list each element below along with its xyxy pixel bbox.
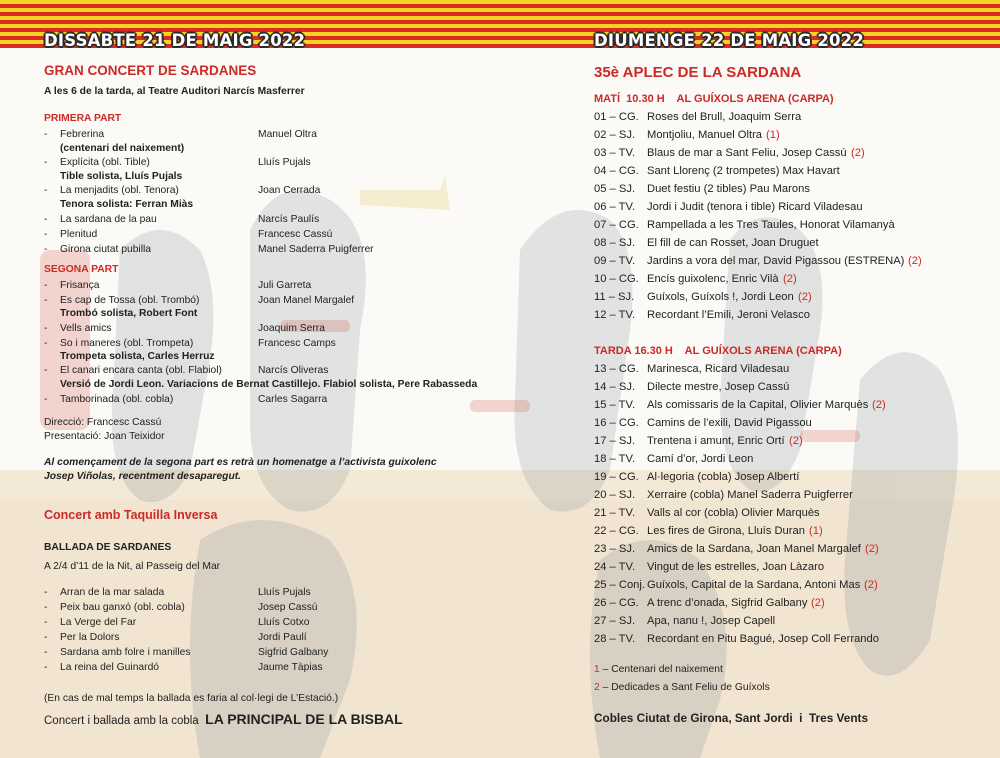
ballada-title: BALLADA DE SARDANES — [44, 542, 172, 553]
right-column — [594, 0, 994, 758]
footnote-marker: (2) — [811, 597, 825, 609]
program-number: 25 – Conj. — [594, 579, 645, 591]
program-number: 20 – SJ. — [594, 489, 636, 501]
program-number: 27 – SJ. — [594, 615, 636, 627]
list-item-note: (centenari del naixement) — [60, 143, 185, 154]
part2-label: SEGONA PART — [44, 264, 119, 275]
program-title: Amics de la Sardana, Joan Manel Margalef — [647, 543, 861, 555]
homage-note-line2: Josep Viñolas, recentment desaparegut. — [44, 471, 242, 482]
program-title: Blaus de mar a Sant Feliu, Josep Cassú — [647, 147, 847, 159]
program-number: 06 – TV. — [594, 201, 636, 213]
cobla-prefix: Concert i ballada amb la cobla — [44, 715, 199, 727]
sunday-date-header: DIUMENGE 22 DE MAIG 2022 — [594, 31, 865, 50]
legend-item-2 — [594, 682, 770, 693]
footnote-marker: (2) — [872, 399, 886, 411]
program-title: Als comissaris de la Capital, Olivier Marquès — [647, 399, 869, 411]
program-title: Jardins a vora del mar, David Pigassou (ESTRENA) — [647, 255, 905, 267]
legend-marker: 1 — [594, 664, 600, 675]
program-title: Marinesca, Ricard Viladesau — [647, 363, 790, 375]
program-title: Rampellada a les Tres Taules, Honorat Vilamanyà — [647, 219, 895, 231]
legend-text: – Dedicades a Sant Feliu de Guíxols — [602, 682, 770, 693]
program-title: Vingut de les estrelles, Joan Làzaro — [647, 561, 825, 573]
program-title: Camins de l’exili, David Pigassou — [647, 417, 812, 429]
program-number: 12 – TV. — [594, 309, 636, 321]
program-title: Al·legoria (cobla) Josep Albertí — [647, 471, 800, 483]
concert-title: GRAN CONCERT DE SARDANES — [44, 63, 257, 78]
program-title: Trentena i amunt, Enric Ortí — [647, 435, 785, 447]
program-number: 24 – TV. — [594, 561, 636, 573]
program-number: 11 – SJ. — [594, 291, 635, 303]
bad-weather-note: (En cas de mal temps la ballada es faria al col·legi de L’Estació.) — [44, 693, 339, 704]
program-number: 01 – CG. — [594, 111, 639, 123]
legend-marker: 2 — [594, 682, 600, 693]
footnote-marker: (2) — [789, 435, 803, 447]
program-number: 14 – SJ. — [594, 381, 636, 393]
list-item-note: Tenora solista: Ferran Miàs — [60, 199, 194, 210]
footnote-marker: (1) — [809, 525, 823, 537]
program-number: 28 – TV. — [594, 633, 636, 645]
footnote-marker: (2) — [798, 291, 812, 303]
program-number: 05 – SJ. — [594, 183, 636, 195]
footnote-marker: (2) — [865, 543, 879, 555]
program-title: Montjoliu, Manuel Oltra — [647, 129, 763, 141]
list-item-note: Trombó solista, Robert Font — [60, 308, 198, 319]
aplec-title: 35è APLEC DE LA SARDANA — [594, 64, 802, 81]
program-title: Guíxols, Capital de la Sardana, Antoni Mas — [647, 579, 861, 591]
program-title: Valls al cor (cobla) Olivier Marquès — [647, 507, 820, 519]
footnote-marker: (2) — [851, 147, 865, 159]
program-number: 19 – CG. — [594, 471, 639, 483]
legend-item-1 — [594, 664, 723, 675]
program-title: Les fires de Girona, Lluís Duran — [647, 525, 805, 537]
part1-label: PRIMERA PART — [44, 113, 122, 124]
list-item-note: Trompeta solista, Carles Herruz — [60, 351, 215, 362]
program-number: 07 – CG. — [594, 219, 639, 231]
program-title: El fill de can Rosset, Joan Druguet — [647, 237, 819, 249]
cobles-credit: Cobles Ciutat de Girona, Sant Jordi i Tres Vents — [594, 711, 869, 725]
program-title: Xerraire (cobla) Manel Saderra Puigferrer — [647, 489, 853, 501]
footnote-marker: (2) — [864, 579, 878, 591]
program-number: 08 – SJ. — [594, 237, 636, 249]
program-title: Recordant l’Emili, Jeroni Velasco — [647, 309, 810, 321]
morning-session-label: MATÍ 10.30 H AL GUÍXOLS ARENA (CARPA) — [594, 93, 834, 105]
program-number: 23 – SJ. — [594, 543, 636, 555]
left-column: GRAN CONCERT DE SARDANES A les 6 de la tarda, al Teatre Auditori Narcís Masferrer PRIMERA PART - Febrerina Manuel Oltra (centenari del naixement) - Explícita (obl. Tible) Lluís Pujals Tible solista, Lluís Pujals - La menjadits (obl. Tenora) Joan Cerrada Tenora solista: Ferran Miàs - La sardana de la pau Narcís Paulís - Plenitud Francesc Cassú - Girona ciutat pubilla Manel Saderra Puigferrer SEGONA PART - Frisança Juli Garreta - Es cap de Tossa (obl. Trombó) Joan Manel Margalef Trombó solista, Robert Font - Vells amics Joaquim Serra - So i maneres (obl. Trompeta) Francesc Camps Trompeta solista, Carles Herruz - El canari encara canta (obl. Flabiol) Narcís Oliveras Versió de Jordi Leon. Variacions de Bernat Castillejo. Flabiol solista, Pere Rabasseda - Tamborinada (obl. cobla) Carles Sagarra Direcció: Francesc Cassú Presentació: Joan Teixidor Al començament de la segona part es retrà un homenatge a l’activista guixolenc Josep Viñolas, recentment desaparegut. Concert amb Taquilla Inversa BALLADA DE SARDANES A 2/4 d’11 de la Nit, al Passeig del Mar - Arran de la mar salada Lluís Pujals - Peix bau ganxó (obl. cobla) Josep Cassú - La Verge del Far Lluís Cotxo - Per la Dolors Jordi Paulí - Sardana amb folre i manilles Sigfrid Galbany - La reina del Guinardó Jaume Tàpias (En cas de mal temps la ballada es faria al col·legi de L’Estació.) Concert i ballada amb la cobla LA PRINCIPAL DE LA BISBAL — [44, 63, 478, 727]
program-number: 02 – SJ. — [594, 129, 636, 141]
presentation-credit: Presentació: Joan Teixidor — [44, 431, 165, 442]
program-number: 26 – CG. — [594, 597, 639, 609]
program-title: Guíxols, Guíxols !, Jordi Leon — [647, 291, 794, 303]
homage-note-line1: Al començament de la segona part es retrà un homenatge a l’activista guixolenc — [44, 457, 437, 468]
footnote-marker: (2) — [908, 255, 922, 267]
direction-credit: Direcció: Francesc Cassú — [44, 417, 162, 428]
program-title: Dilecte mestre, Josep Cassú — [647, 381, 790, 393]
list-item-note: Versió de Jordi Leon. Variacions de Bernat Castillejo. Flabiol solista, Pere Rabasseda — [60, 379, 478, 390]
program-title: Camí d’or, Jordi Leon — [647, 453, 754, 465]
program-number: 22 – CG. — [594, 525, 639, 537]
program-number: 17 – SJ. — [594, 435, 636, 447]
program-number: 04 – CG. — [594, 165, 639, 177]
program-title: Duet festiu (2 tibles) Pau Marons — [647, 183, 810, 195]
program-number: 18 – TV. — [594, 453, 636, 465]
concert-subtitle: A les 6 de la tarda, al Teatre Auditori Narcís Masferrer — [44, 86, 305, 97]
program-number: 21 – TV. — [594, 507, 636, 519]
list-item-note: Tible solista, Lluís Pujals — [60, 171, 183, 182]
program-title: Encís guixolenc, Enric Vilà — [647, 273, 779, 285]
taquilla-inversa-title: Concert amb Taquilla Inversa — [44, 508, 218, 522]
footnote-marker: (2) — [783, 273, 797, 285]
program-title: Apa, nanu !, Josep Capell — [647, 615, 776, 627]
program-number: 03 – TV. — [594, 147, 636, 159]
afternoon-session-label: TARDA 16.30 H AL GUÍXOLS ARENA (CARPA) — [594, 345, 842, 357]
program-title: Recordant en Pitu Bagué, Josep Coll Ferrando — [647, 633, 879, 645]
footnote-marker: (1) — [766, 129, 780, 141]
saturday-date-header: DISSABTE 21 DE MAIG 2022 — [44, 31, 306, 50]
program-title: Roses del Brull, Joaquim Serra — [647, 111, 802, 123]
program-title: Jordi i Judit (tenora i tible) Ricard Viladesau — [647, 201, 863, 213]
legend-text: – Centenari del naixement — [602, 664, 723, 675]
ballada-subtitle: A 2/4 d’11 de la Nit, al Passeig del Mar — [44, 561, 221, 572]
program-number: 10 – CG. — [594, 273, 639, 285]
program-number: 13 – CG. — [594, 363, 639, 375]
cobla-line — [44, 711, 403, 729]
program-number: 16 – CG. — [594, 417, 639, 429]
program-number: 15 – TV. — [594, 399, 636, 411]
program-title: A trenc d’onada, Sigfrid Galbany — [647, 597, 808, 609]
cobla-name: LA PRINCIPAL DE LA BISBAL — [205, 711, 403, 727]
program-title: Sant Llorenç (2 trompetes) Max Havart — [647, 165, 840, 177]
program-number: 09 – TV. — [594, 255, 636, 267]
